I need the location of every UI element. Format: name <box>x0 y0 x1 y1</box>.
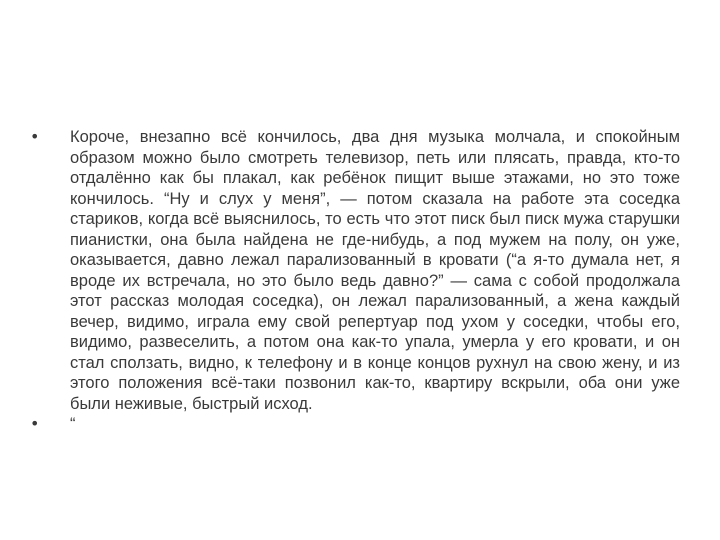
bullet-marker: • <box>30 127 40 146</box>
bullet-text: Короче, внезапно всё кончилось, два дня музыка молчала, и спокойным образом можно было смотреть телевизор, петь или плясать, правда, кто-то отдалённо как бы плакал, как ребёнок пищит выше этажами, но это тоже кончилось. “Ну и слух у меня”, — потом сказала на работе эта соседка стариков, когда всё выяснилось, то есть что этот писк был писк мужа старушки пианистки, она была найдена не где-нибудь, а под мужем на полу, он уже, оказывается, давно лежал парализованный в кровати (“а я-то думала нет, я вроде их встречала, но это было ведь давно?” — сама с собой продолжала этот рассказ молодая соседка), он лежал парализованный, а жена каждый вечер, видимо, играла ему свой репертуар под ухом у соседки, чтобы его, видимо, развеселить, а потом она как-то упала, умерла у его кровати, и он стал сползать, видно, к телефону и в конце концов рухнул на свою жену, и из этого положения всё-таки позвонил как-то, квартиру вскрыли, оба они уже были неживые, быстрый исход. <box>70 128 680 413</box>
bullet-marker: • <box>30 414 40 433</box>
bullet-text: “ <box>70 415 76 433</box>
bullet-item-quote <box>30 414 680 435</box>
bullet-list <box>30 127 680 435</box>
bullet-item-story <box>30 127 680 414</box>
